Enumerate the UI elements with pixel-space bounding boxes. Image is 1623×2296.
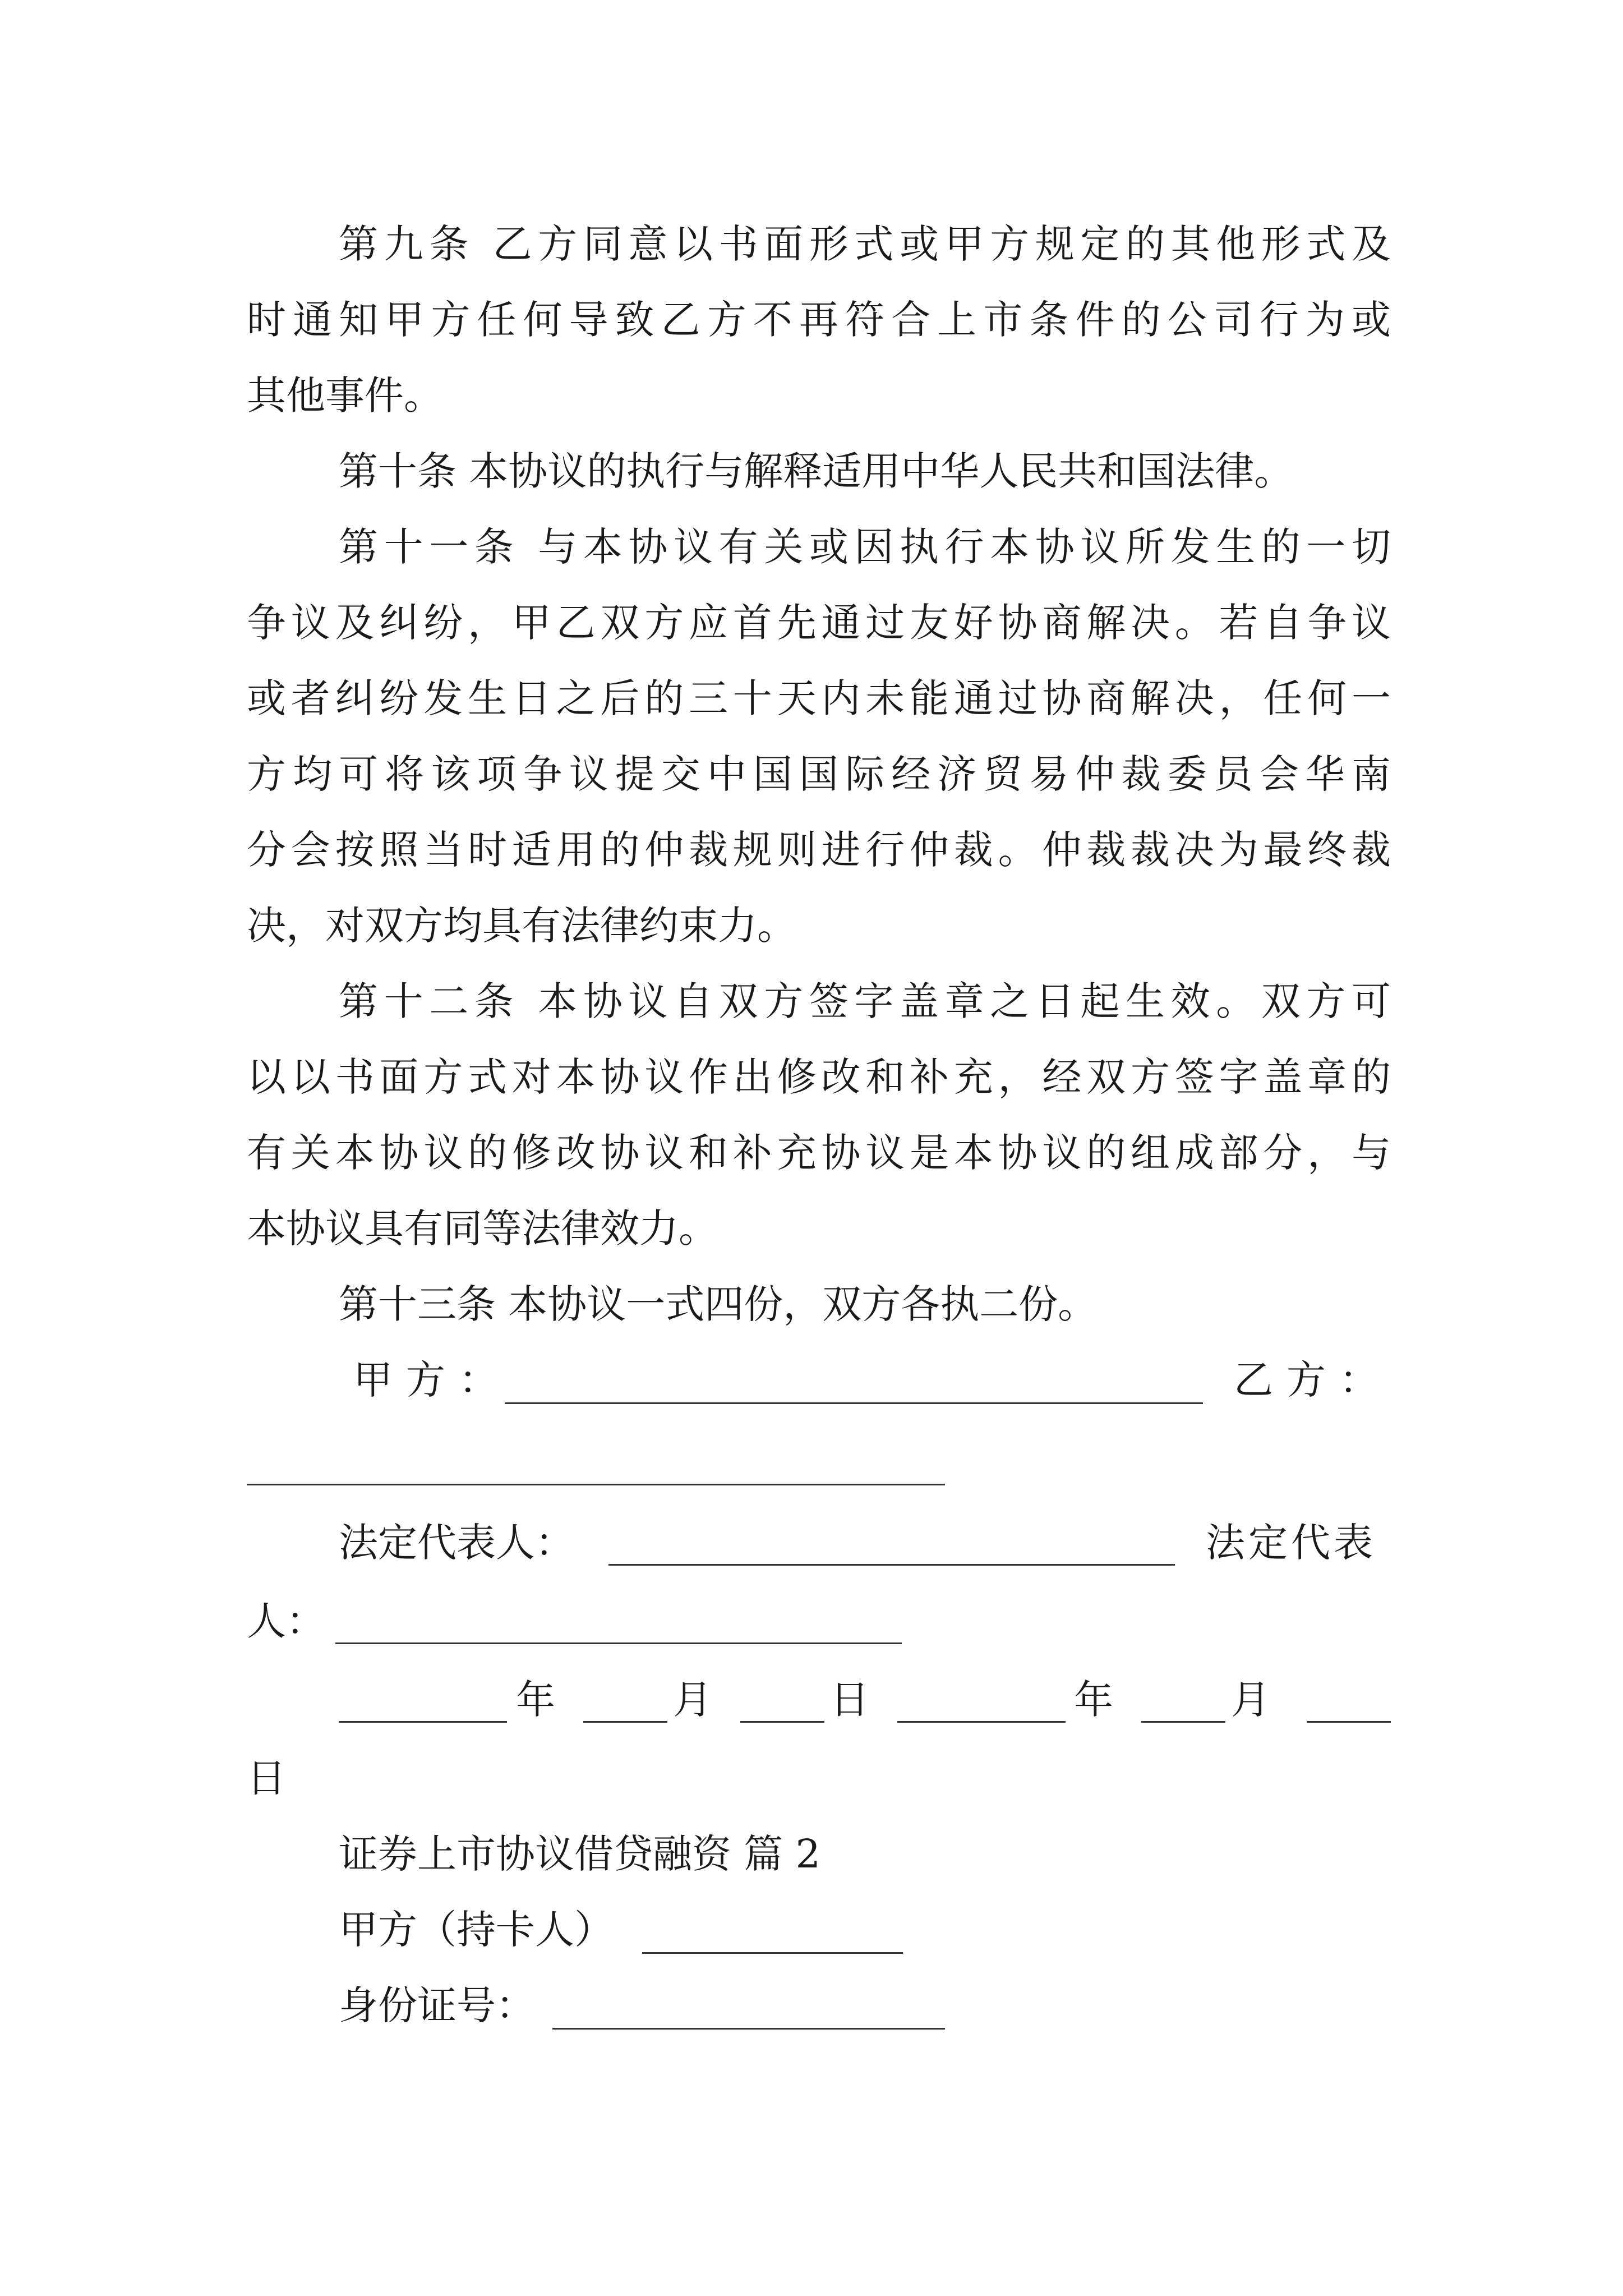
- date-a-month-label: 月: [673, 1677, 712, 1723]
- date-a-month-blank[interactable]: [583, 1721, 667, 1723]
- date-a-year-blank[interactable]: [339, 1721, 507, 1723]
- article-12-line-1: 第十二条 本协议自双方签字盖章之日起生效。双方可: [339, 978, 1391, 1024]
- date-b-day-label: 日: [247, 1755, 286, 1801]
- article-12-line-4: 本协议具有同等法律效力。: [247, 1205, 718, 1251]
- article-9-line-2: 时通知甲方任何导致乙方不再符合上市条件的公司行为或: [247, 297, 1391, 343]
- article-9-line-3: 其他事件。: [247, 372, 443, 418]
- cardholder-label: 甲方（持卡人）: [339, 1907, 614, 1953]
- article-11-line-1: 第十一条 与本协议有关或因执行本协议所发生的一切: [339, 524, 1391, 570]
- id-number-blank[interactable]: [552, 2028, 945, 2030]
- date-b-month-blank[interactable]: [1141, 1721, 1225, 1723]
- article-11-line-5: 分会按照当时适用的仲裁规则进行仲裁。仲裁裁决为最终裁: [247, 827, 1391, 873]
- article-11-line-6: 决，对双方均具有法律约束力。: [247, 903, 796, 949]
- date-a-year-label: 年: [516, 1677, 555, 1723]
- legal-rep-a-label: 法定代表人：: [339, 1520, 574, 1566]
- legal-rep-b-label-part1: 法定代表: [1206, 1520, 1376, 1566]
- article-11-line-2: 争议及纠纷，甲乙双方应首先通过友好协商解决。若自争议: [247, 600, 1391, 646]
- party-b-blank[interactable]: [247, 1484, 945, 1485]
- article-13-line-1: 第十三条 本协议一式四份，双方各执二份。: [339, 1281, 1098, 1327]
- legal-rep-b-label-part2: 人：: [247, 1598, 325, 1644]
- legal-rep-b-blank[interactable]: [335, 1642, 902, 1644]
- article-11-line-4: 方均可将该项争议提交中国国际经济贸易仲裁委员会华南: [247, 751, 1391, 797]
- date-b-day-blank[interactable]: [1307, 1721, 1391, 1723]
- article-11-line-3: 或者纠纷发生日之后的三十天内未能通过协商解决，任何一: [247, 675, 1391, 721]
- article-12-line-3: 有关本协议的修改协议和补充协议是本协议的组成部分，与: [247, 1130, 1391, 1176]
- part-2-heading: 证券上市协议借贷融资 篇 2: [339, 1831, 821, 1877]
- date-b-month-label: 月: [1231, 1677, 1270, 1723]
- article-9-line-1: 第九条 乙方同意以书面形式或甲方规定的其他形式及: [339, 221, 1391, 267]
- article-10-line-1: 第十条 本协议的执行与解释适用中华人民共和国法律。: [339, 448, 1294, 494]
- id-number-label: 身份证号：: [339, 1982, 535, 2028]
- party-b-label: 乙方：: [1234, 1357, 1392, 1403]
- party-a-label: 甲方：: [353, 1357, 511, 1403]
- date-b-year-blank[interactable]: [897, 1721, 1066, 1723]
- party-a-blank[interactable]: [505, 1402, 1203, 1404]
- cardholder-blank[interactable]: [642, 1952, 903, 1954]
- date-a-day-blank[interactable]: [740, 1721, 824, 1723]
- legal-rep-a-blank[interactable]: [608, 1564, 1175, 1566]
- date-a-day-label: 日: [830, 1677, 869, 1723]
- date-b-year-label: 年: [1074, 1677, 1113, 1723]
- article-12-line-2: 以以书面方式对本协议作出修改和补充，经双方签字盖章的: [247, 1054, 1391, 1100]
